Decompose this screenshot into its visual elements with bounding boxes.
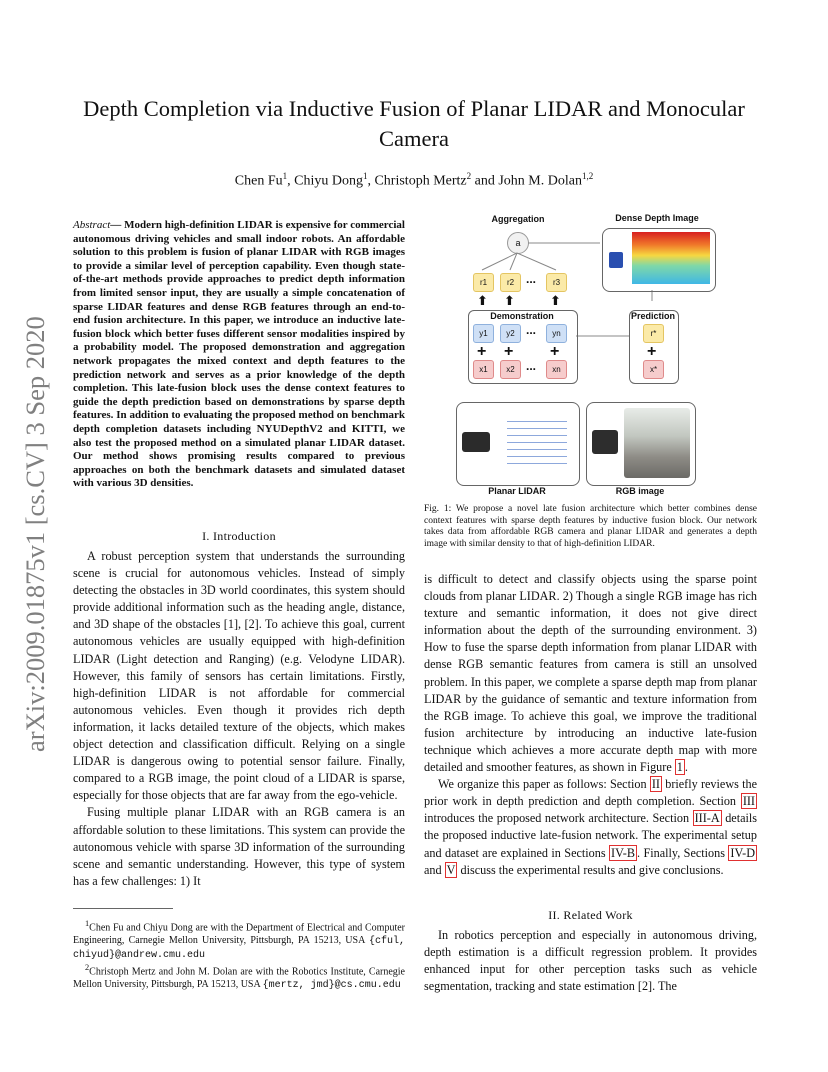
r3-box: r3 — [546, 273, 567, 292]
street-scene-image — [624, 408, 690, 478]
author-affiliation: 1 — [282, 171, 288, 181]
abstract-text: — Modern high-definition LIDAR is expensive for commercial autonomous driving vehicles and small indoor robots. An affordable solution to this problem is fusion of planar LIDAR with RGB images to provide a similar level of perception capability. Even though state-of-the-art methods provide approaches to predict depth information from limited sensor input, they are usually a simple concatenation of sparse LIDAR features and dense RGB features through an end-to-end fusion architecture. In this paper, we introduce an inductive late-fusion block which better fuses different sensor modalities inspired by a probability model. The proposed demonstration and aggregation network propagates the mixed context and depth features to the prediction network and serves as a prior knowledge of the depth completion. This late-fusion block uses the dense context features to guide the depth prediction based on demonstrations by sparse depth features. In addition to evaluating the proposed method on benchmark depth completion datasets including NYUDepthV2 and KITTI, we also test the proposed method on a simulated planar LIDAR dataset. Our method shows promising results compared to previous approaches on both the benchmark datasets and simulated dataset with various 3D densities. — [73, 219, 405, 490]
prediction-label: Prediction — [630, 311, 675, 321]
connector-line — [517, 253, 556, 270]
rgb-image-label: RGB image — [615, 486, 665, 496]
title-line-2: Camera — [379, 126, 449, 151]
connector-line — [482, 253, 517, 270]
plus-icon: + — [504, 343, 514, 360]
arxiv-identifier-text: arXiv:2009.01875v1 [cs.CV] 3 Sep 2020 — [20, 316, 50, 752]
ellipsis: ... — [526, 272, 537, 286]
author-name: John M. Dolan — [498, 173, 582, 189]
author-separator: , — [367, 173, 375, 189]
title-line-1: Depth Completion via Inductive Fusion of Planar LIDAR and Monocular — [83, 96, 745, 121]
plus-icon: + — [550, 343, 560, 360]
intro-p3-text: briefly reviews the prior work in depth prediction and depth completion. Section — [424, 777, 758, 809]
author-conjunction: and — [471, 173, 499, 189]
author-name: Chiyu Dong — [294, 173, 363, 189]
x2-box: x2 — [500, 360, 521, 379]
introduction-right-column — [424, 571, 757, 879]
footnote-mark: 2 — [85, 963, 90, 973]
section-reference-link[interactable]: IV-D — [730, 845, 756, 860]
r2-box: r2 — [500, 273, 521, 292]
camera-icon — [592, 430, 618, 454]
intro-p3-text: introduces the proposed network architecture. Section — [424, 811, 690, 826]
intro-paragraph-1: A robust perception system that understands the surrounding scene is crucial for autonomous vehicles. Instead of simply detecting the obstacles in 3D world coordinates, this system should provide additional information such as the heading angle, distance, and 3D shape of the obstacles [1], [2]. To achieve this goal, current autonomous vehicles are usually equipped with high-definition LIDAR (Light detection and Ranging) (e.g. Velodyne LIDAR). However, this family of sensors has certain limitations. Firstly, high-definition LIDAR is not affordable for commercial autonomous vehicles. Even though it provides rich depth information, it lacks detailed texture of the objects, which makes object detection and classification difficult. Relying on a single LIDAR is dangerous owing to potential sensor failure. Finally, compared to a RGB image, the point cloud of a LIDAR is sparse, especially for those objects that are far away from the ego-vehicle. — [73, 549, 405, 803]
y2-box: y2 — [500, 324, 521, 343]
paper-title — [70, 94, 758, 154]
plus-icon: + — [477, 343, 487, 360]
footnote-1 — [73, 918, 405, 962]
intro-p3-text: discuss the experimental results and give conclusions. — [460, 862, 724, 877]
demonstration-label: Demonstration — [490, 311, 554, 321]
footnote-2-text: Christoph Mertz and John M. Dolan are with the Robotics Institute, Carnegie Mellon University, Pittsburgh, PA 15213, USA — [73, 966, 405, 991]
abstract-label: Abstract — [73, 219, 111, 231]
figure-1 — [452, 210, 747, 498]
x1-box: x1 — [473, 360, 494, 379]
footnote-mark: 1 — [85, 919, 90, 928]
author-affiliation: 1,2 — [581, 171, 594, 181]
dense-depth-image — [632, 232, 710, 284]
figure-reference-link[interactable]: 1 — [676, 760, 683, 775]
intro-continuation: is difficult to detect and classify objects using the sparse point clouds from planar LIDAR. 2) Though a single RGB image has rich texture and semantic information, it does not give direct information about the depth of the surrounding environment. 3) How to fuse the sparse depth information from planar LIDAR with dense RGB semantic features from camera is still an unsolved problem. In this paper, we complete a sparse depth map from planar LIDAR by the guidance of semantic and texture information from the RGB image. To achieve this goal, we improve the traditional fusion architecture by introducing an inductive late-fusion technique which achieves a more accurate depth map with more detailed and smoother features, as shown in Figure 1 . — [424, 572, 757, 775]
author-list — [70, 171, 758, 190]
footnote-1-text: Chen Fu and Chiyu Dong are with the Department of Electrical and Computer Engineering, Carnegie Mellon University, Pittsburgh, PA 15213, USA — [73, 922, 405, 946]
footnotes — [73, 918, 405, 993]
abstract — [73, 219, 405, 491]
aggregation-label: Aggregation — [491, 214, 545, 224]
author-affiliation: 1 — [362, 171, 368, 181]
up-arrow-icon: ⬆ — [550, 293, 561, 308]
sparse-lidar-points — [507, 415, 567, 470]
intro-continuation-text: is difficult to detect and classify objects using the sparse point clouds from planar LIDAR. 2) Though a single RGB image has rich texture and semantic information, it does not give direct information about the depth of the surrounding environment. 3) How to fuse the sparse depth information from planar LIDAR with dense RGB semantic features from camera is still an unsolved problem. In this paper, we complete a sparse depth map from planar LIDAR by the guidance of semantic and texture information from the RGB image. To achieve this goal, we improve the traditional fusion architecture by introducing an inductive late-fusion technique which achieves a more accurate depth map with more detailed and smoother features, as shown in Figure — [424, 572, 757, 775]
arxiv-identifier — [6, 290, 58, 760]
footnote-2 — [73, 962, 405, 993]
lidar-sensor-icon — [609, 252, 623, 268]
r-star-box: r* — [643, 324, 664, 343]
section-reference-link[interactable]: V — [446, 862, 456, 877]
up-arrow-icon: ⬆ — [477, 293, 488, 308]
y1-box: y1 — [473, 324, 494, 343]
author-name: Chen Fu — [234, 173, 283, 189]
section-reference-link[interactable]: IV-B — [611, 845, 635, 860]
x-star-box: x* — [643, 360, 664, 379]
author-affiliation: 2 — [466, 171, 472, 181]
footnote-2-email: {mertz, jmd}@cs.cmu.edu — [262, 980, 401, 992]
yn-box: yn — [546, 324, 567, 343]
section-reference-link[interactable]: III — [742, 794, 755, 809]
intro-p3-text: We organize this paper as follows: Section — [438, 777, 647, 792]
dense-depth-label: Dense Depth Image — [615, 213, 699, 223]
section-reference-link[interactable]: III-A — [694, 811, 720, 826]
xn-box: xn — [546, 360, 567, 379]
intro-p3-text: details the proposed inductive late-fusion network. The experimental setup and dataset are explained in Sections — [424, 811, 758, 860]
related-paragraph-1: In robotics perception and especially in autonomous driving, depth estimation is a difficult regression problem. It provides enhanced input for other perception tasks such as vehicle segmentation, tracking and state estimation [2]. The — [424, 928, 757, 994]
aggregation-node: a — [507, 232, 529, 254]
ellipsis: ... — [526, 323, 537, 337]
intro-p3-text: . Finally, Sections — [636, 845, 725, 860]
planar-lidar-label: Planar LIDAR — [488, 486, 546, 496]
section-heading-introduction: I. Introduction — [202, 529, 276, 543]
intro-paragraph-3 — [424, 776, 757, 879]
arxiv-identifier-graphic — [6, 290, 58, 760]
author-separator: , — [287, 173, 295, 189]
introduction-left-column — [73, 548, 405, 890]
lidar-device-icon — [462, 432, 490, 452]
r1-box: r1 — [473, 273, 494, 292]
figure-1-caption: Fig. 1: We propose a novel late fusion architecture which better combines dense context features with sparse depth features by inductive fusion block. Our network takes data from affordable RGB camera and planar LIDAR and generates a depth image with similar density to that of high-definition LIDAR. — [424, 504, 757, 549]
footnote-1-email: {cful, chiyud}@andrew.cmu.edu — [73, 935, 406, 961]
intro-paragraph-2: Fusing multiple planar LIDAR with an RGB camera is an affordable solution to these limitations. This system can provide the autonomous vehicle with sparse 3D information of the surrounding scene and semantic understanding. However, this type of system has a few challenges: 1) It — [73, 805, 405, 888]
section-heading-related-work: II. Related Work — [548, 908, 633, 922]
author-name: Christoph Mertz — [374, 173, 467, 189]
related-work-column — [424, 927, 757, 995]
up-arrow-icon: ⬆ — [504, 293, 515, 308]
footnote-rule — [73, 908, 173, 909]
section-reference-link[interactable]: II — [651, 777, 660, 792]
intro-p3-text: and — [424, 862, 442, 877]
ellipsis: ... — [526, 359, 537, 373]
plus-icon: + — [647, 343, 657, 360]
